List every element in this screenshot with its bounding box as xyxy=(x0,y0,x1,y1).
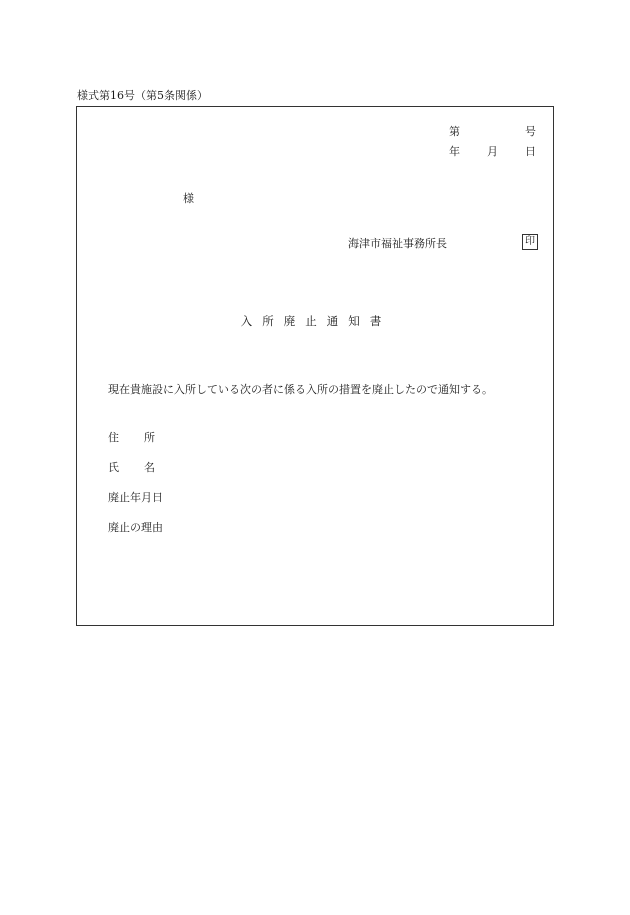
notice-body-text: 現在貴施設に入所している次の者に係る入所の措置を廃止したので通知する。 xyxy=(108,383,493,396)
form-number-label: 様式第16号（第5条関係） xyxy=(77,89,208,102)
date-day-label: 日 xyxy=(525,145,536,158)
field-name-label: 氏名 xyxy=(108,461,180,474)
field-address-label: 住所 xyxy=(108,431,180,444)
sender-name: 海津市福祉事務所長 xyxy=(348,237,447,250)
seal-stamp: 印 xyxy=(522,234,538,250)
date-year-label: 年 xyxy=(449,145,460,158)
date-month-label: 月 xyxy=(487,145,498,158)
addressee-honorific: 様 xyxy=(183,192,194,205)
document-number-prefix: 第 xyxy=(449,125,460,138)
document-title: 入所廃止通知書 xyxy=(240,314,392,328)
field-abolition-reason-label: 廃止の理由 xyxy=(108,521,163,534)
document-number-suffix: 号 xyxy=(525,125,536,138)
field-abolition-date-label: 廃止年月日 xyxy=(108,491,163,504)
notice-frame xyxy=(76,106,554,626)
